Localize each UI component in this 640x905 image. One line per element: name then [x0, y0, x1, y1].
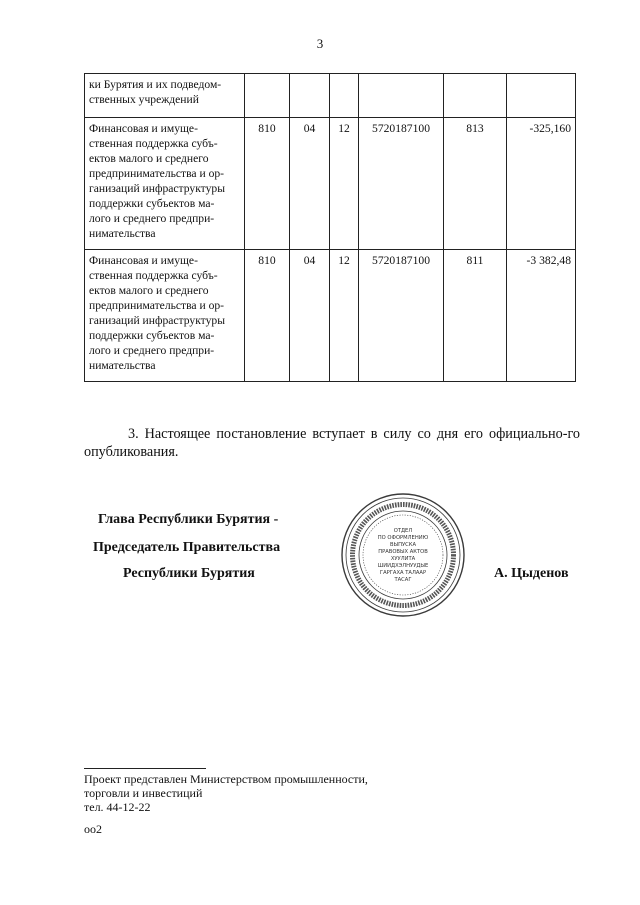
cell-ministry: 810: [245, 250, 290, 382]
cell-amount: [507, 74, 576, 118]
cell-section: 04: [290, 250, 330, 382]
table-row: [85, 118, 576, 250]
cell-target-article: 5720187100: [359, 250, 444, 382]
table-row: [85, 74, 576, 118]
seal-line-4: ПРАВОВЫХ АКТОВ: [378, 549, 428, 555]
seal-line-7: ГАРГАХА ТАЛААР: [379, 570, 427, 576]
cell-expense-type: [444, 74, 507, 118]
signatory-title-line3: Республики Бурятия: [123, 566, 255, 581]
cell-ministry: [245, 74, 290, 118]
footnote-divider: [84, 768, 206, 769]
cell-subsection: 12: [330, 250, 359, 382]
table-row: [85, 250, 576, 382]
cell-section: [290, 74, 330, 118]
footnote-line1: Проект представлен Министерством промышленности,: [84, 772, 368, 786]
cell-expense-type: 811: [444, 250, 507, 382]
row-name: Финансовая и имуще- ственная поддержка субъ- ектов малого и среднего предпринимательства и ор- ганизаций инфраструктуры поддержки субъектов ма- лого и среднего предпри- нимательства: [85, 118, 245, 250]
footnote-line2: торговли и инвестиций: [84, 786, 203, 800]
document-code: оо2: [84, 822, 102, 836]
cell-section: 04: [290, 118, 330, 250]
cell-amount: -325,160: [507, 118, 576, 250]
cell-target-article: [359, 74, 444, 118]
cell-expense-type: 813: [444, 118, 507, 250]
effective-date-paragraph: 3. Настоящее постановление вступает в силу со дня его официально-го опубликования.: [84, 426, 580, 460]
signatory-title-line2: Председатель Правительства: [93, 540, 281, 555]
seal-line-1: ОТДЕЛ: [393, 528, 413, 534]
cell-target-article: 5720187100: [359, 118, 444, 250]
official-seal-stamp: [340, 492, 466, 618]
seal-line-3: ВЫПУСКА: [389, 542, 417, 548]
cell-amount: -3 382,48: [507, 250, 576, 382]
footnote-phone: тел. 44-12-22: [84, 800, 151, 814]
cell-subsection: [330, 74, 359, 118]
cell-ministry: 810: [245, 118, 290, 250]
row-name: ки Бурятия и их подведом- ственных учреждений: [85, 74, 245, 118]
row-name: Финансовая и имуще- ственная поддержка субъ- ектов малого и среднего предпринимательства и ор- ганизаций инфраструктуры поддержки субъектов ма- лого и среднего предпри- нимательства: [85, 250, 245, 382]
seal-line-5: ХУУЛИТА: [390, 556, 416, 562]
seal-line-8: ТАСАГ: [394, 577, 412, 583]
signatory-title-line1: Глава Республики Бурятия -: [98, 512, 279, 527]
seal-line-6: ШИИДХЭЛНУУДЫЕ: [377, 563, 429, 569]
budget-table: [84, 73, 576, 382]
cell-subsection: 12: [330, 118, 359, 250]
seal-line-2: ПО ОФОРМЛЕНИЮ: [377, 535, 429, 541]
page-number: 3: [316, 36, 324, 51]
signatory-name: А. Цыденов: [494, 566, 569, 581]
